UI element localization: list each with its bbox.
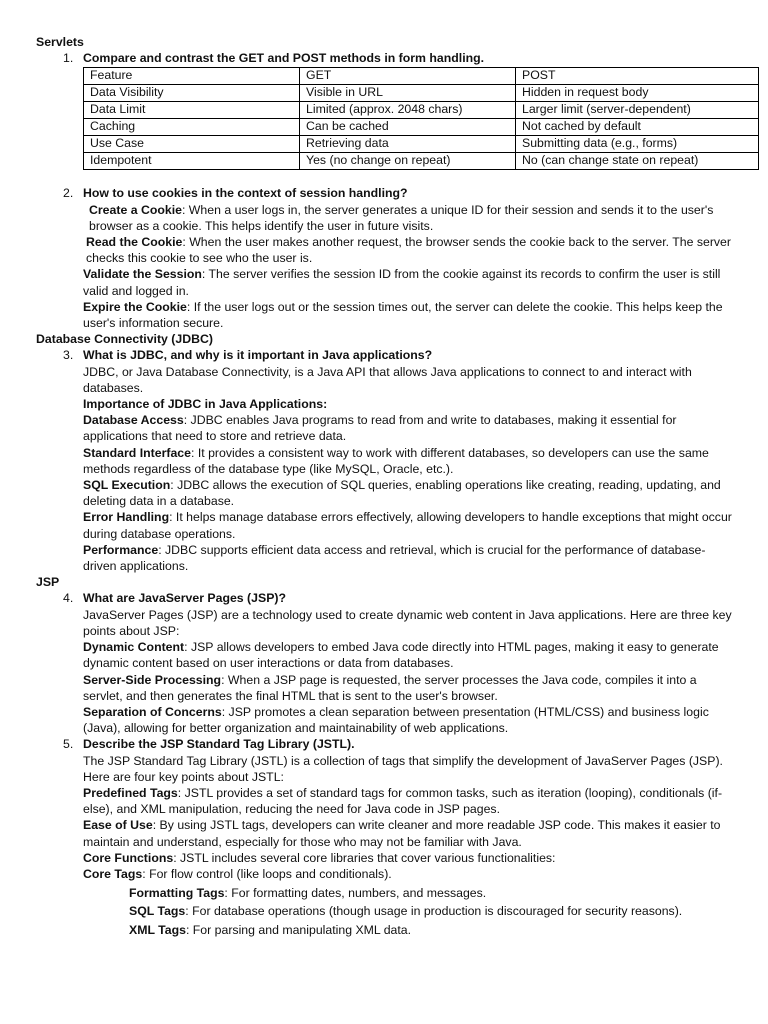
- table-cell: Larger limit (server-dependent): [516, 102, 759, 119]
- section-heading-jsp: JSP: [36, 575, 60, 590]
- jsp-point: Separation of Concerns: JSP promotes a clean separation between presentation (HTML/CSS) and business logic (Java), allowing for better organization and maintainability of web applications.: [83, 704, 709, 736]
- jdbc-point: Performance: JDBC supports efficient data access and retrieval, which is crucial for the performance of database-driven applications.: [83, 542, 706, 574]
- question-title: What is JDBC, and why is it important in Java applications?: [83, 348, 433, 363]
- section-heading-jdbc: Database Connectivity (JDBC): [36, 332, 213, 347]
- question-2: [36, 185, 736, 201]
- table-row: [84, 153, 759, 170]
- question-title: How to use cookies in the context of session handling?: [83, 186, 408, 201]
- table-cell: Not cached by default: [516, 119, 759, 136]
- jstl-subitem: Formatting Tags: For formatting dates, numbers, and messages.: [129, 886, 487, 901]
- get-post-comparison-table: [83, 67, 759, 170]
- table-row: [84, 102, 759, 119]
- table-cell: Yes (no change on repeat): [300, 153, 516, 170]
- jdbc-point: Error Handling: It helps manage database errors effectively, allowing developers to handle exceptions that might occur during database operations.: [83, 510, 732, 541]
- question-1: [36, 50, 736, 66]
- table-cell: Submitting data (e.g., forms): [516, 136, 759, 153]
- table-row: [84, 119, 759, 136]
- table-row: [84, 85, 759, 102]
- table-cell: Hidden in request body: [516, 85, 759, 102]
- question-4: [36, 590, 736, 606]
- question-number: 4.: [63, 591, 74, 606]
- jstl-point: Core Functions: JSTL includes several core libraries that cover various functionalities:: [83, 850, 556, 865]
- table-header-cell: GET: [300, 68, 516, 85]
- jsp-point: Dynamic Content: JSP allows developers to embed Java code directly into HTML pages, making it easy to generate dynamic content based on user interactions or data from databases.: [83, 640, 719, 671]
- table-header-cell: Feature: [84, 68, 300, 85]
- jstl-point: Predefined Tags: JSTL provides a set of standard tags for common tasks, such as iteration (looping), conditionals (if-else), and XML manipulation, reducing the need for Java code in JSP pages.: [83, 785, 723, 817]
- cookie-step: Expire the Cookie: If the user logs out or the session times out, the server can delete the cookie. This helps keep the user's information secure.: [83, 299, 723, 331]
- question-number: 3.: [63, 348, 74, 363]
- answer-4: [83, 607, 736, 737]
- answer-2: [83, 202, 736, 332]
- answer-5: [83, 753, 736, 883]
- answer-intro: JDBC, or Java Database Connectivity, is a Java API that allows Java applications to connect to and interact with databases.: [83, 364, 692, 395]
- cookie-step: Read the Cookie: When the user makes another request, the browser sends the cookie back to the server. The server checks this cookie to see who the user is.: [86, 235, 731, 266]
- table-row: [84, 136, 759, 153]
- jstl-subitem: SQL Tags: For database operations (though usage in production is discouraged for security reasons).: [129, 904, 683, 919]
- question-title: Compare and contrast the GET and POST methods in form handling.: [83, 51, 485, 66]
- question-number: 5.: [63, 737, 74, 752]
- table-cell: Use Case: [84, 136, 300, 153]
- question-5: [36, 736, 736, 752]
- jdbc-point: Standard Interface: It provides a consistent way to work with different databases, so developers can use the same methods regardless of the database type (like MySQL, Oracle, etc.).: [83, 445, 709, 476]
- answer-intro: JavaServer Pages (JSP) are a technology used to create dynamic web content in Java applications. Here are three key points about JSP:: [83, 607, 732, 638]
- question-3: [36, 347, 736, 363]
- table-cell: Can be cached: [300, 119, 516, 136]
- answer-subheading: Importance of JDBC in Java Applications:: [83, 397, 328, 412]
- jsp-point: Server-Side Processing: When a JSP page is requested, the server processes the Java code, compiles it into a servlet, and then generates the final HTML that is sent to the user's browser.: [83, 672, 697, 703]
- jstl-point: Ease of Use: By using JSTL tags, developers can write cleaner and more readable JSP code. This makes it easier to maintain and understand, especially for those who may not be familiar with Java.: [83, 818, 721, 849]
- question-title: Describe the JSP Standard Tag Library (JSTL).: [83, 737, 355, 752]
- jstl-subitems: [129, 885, 736, 938]
- answer-3: [83, 364, 736, 575]
- cookie-step: Create a Cookie: When a user logs in, the server generates a unique ID for their session and sends it to the user's browser as a cookie. This helps identify the user in future visits.: [89, 202, 714, 233]
- document-page: [36, 34, 736, 938]
- answer-intro: The JSP Standard Tag Library (JSTL) is a collection of tags that simplify the development of JavaServer Pages (JSP). Here are four key points about JSTL:: [83, 753, 723, 784]
- table-cell: Limited (approx. 2048 chars): [300, 102, 516, 119]
- table-cell: Visible in URL: [300, 85, 516, 102]
- question-number: 2.: [63, 186, 74, 201]
- table-cell: Caching: [84, 119, 300, 136]
- question-title: What are JavaServer Pages (JSP)?: [83, 591, 287, 606]
- table-header-cell: POST: [516, 68, 759, 85]
- jstl-subitem: XML Tags: For parsing and manipulating XML data.: [129, 922, 412, 937]
- table-cell: Data Limit: [84, 102, 300, 119]
- table-cell: Idempotent: [84, 153, 300, 170]
- cookie-step: Validate the Session: The server verifies the session ID from the cookie against its records to confirm the user is still valid and logged in.: [83, 267, 721, 298]
- jdbc-point: Database Access: JDBC enables Java programs to read from and write to databases, making it essential for applications that need to store and retrieve data.: [83, 413, 677, 444]
- section-heading-servlets: Servlets: [36, 35, 84, 49]
- table-cell: No (can change state on repeat): [516, 153, 759, 170]
- jstl-point: Core Tags: For flow control (like loops and conditionals).: [83, 866, 392, 881]
- table-cell: Data Visibility: [84, 85, 300, 102]
- jdbc-point: SQL Execution: JDBC allows the execution of SQL queries, enabling operations like creating, reading, updating, and deleting data in a database.: [83, 478, 721, 509]
- question-number: 1.: [63, 51, 74, 66]
- table-header-row: [84, 68, 759, 85]
- table-cell: Retrieving data: [300, 136, 516, 153]
